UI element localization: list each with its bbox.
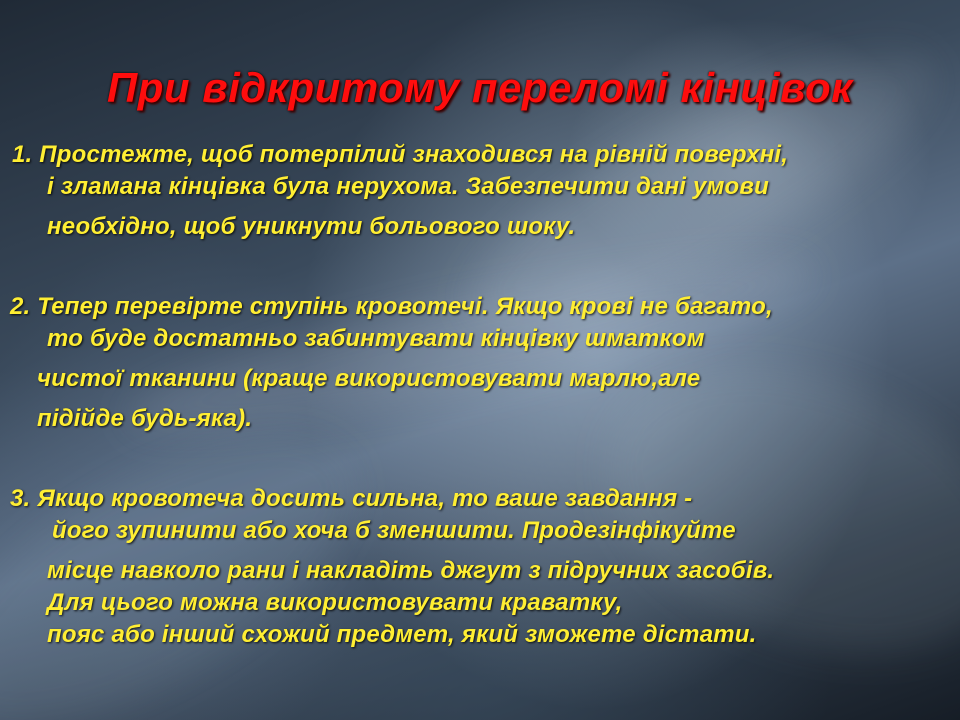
item-1-line-3: необхідно, щоб уникнути больового шоку. bbox=[47, 213, 576, 240]
item-1-line-1: 1. Простежте, щоб потерпілий знаходився на рівній поверхні, bbox=[12, 141, 789, 168]
slide-title: При відкритому переломі кінцівок bbox=[107, 64, 853, 111]
item-3-line-1: 3. Якщо кровотеча досить сильна, то ваше завдання - bbox=[10, 485, 693, 512]
item-2-line-2: то буде достатньо забинтувати кінцівку шматком bbox=[47, 325, 705, 352]
item-3-line-5: пояс або інший схожий предмет, який зможете дістати. bbox=[47, 621, 757, 648]
item-1-line-2: і зламана кінцівка була нерухома. Забезпечити дані умови bbox=[47, 173, 769, 200]
item-3-line-3: місце навколо рани і накладіть джгут з підручних засобів. bbox=[47, 557, 775, 584]
item-2-line-4: підійде будь-яка). bbox=[37, 405, 253, 432]
item-3-line-4: Для цього можна використовувати краватку, bbox=[47, 589, 623, 616]
item-2-line-1: 2. Тепер перевірте ступінь кровотечі. Якщо крові не багато, bbox=[10, 293, 773, 320]
item-3-line-2: його зупинити або хоча б зменшити. Продезінфікуйте bbox=[52, 517, 736, 544]
item-2-line-3: чистої тканини (краще використовувати марлю,але bbox=[37, 365, 701, 392]
